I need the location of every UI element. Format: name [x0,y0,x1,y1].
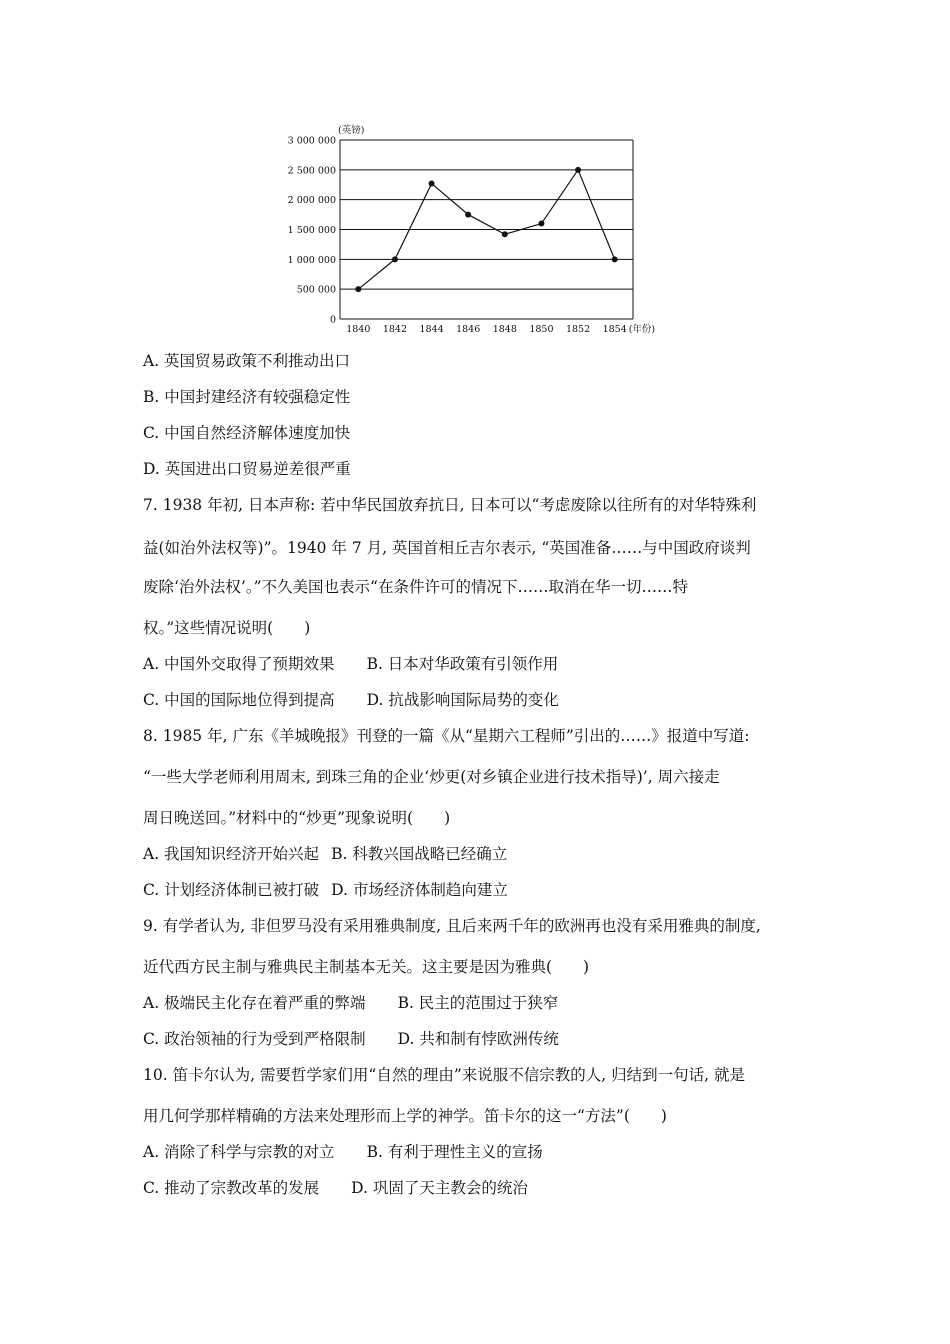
x-unit-label: (年份) [628,324,656,335]
q6-option-a: A. 英国贸易政策不利推动出口 [143,352,351,370]
q10-stem-line-1: 10. 笛卡尔认为, 需要哲学家们用“自然的理由”来说服不信宗教的人, 归结到一句话, 就是 [143,1066,745,1084]
q9-option-d: D. 共和制有悖欧洲传统 [397,1030,559,1048]
y-tick-label-4: 2 000 000 [287,195,336,207]
q8-option-d: D. 市场经济体制趋向建立 [331,881,508,899]
x-tick-label-4: 1848 [492,324,517,335]
q10-option-c: C. 推动了宗教改革的发展 [143,1179,320,1197]
data-point-1846 [465,212,471,218]
trade-line-chart [287,118,690,343]
y-tick-label-1: 500 000 [296,284,336,296]
x-tick-label-1: 1842 [382,324,408,335]
data-point-1840 [355,286,361,292]
q8-stem-line-2: “一些大学老师利用周末, 到珠三角的企业‘炒更(对乡镇企业进行技术指导)’, 周六接走 [143,768,720,786]
data-point-1844 [429,181,435,187]
q8-options-row-2 [143,880,508,900]
data-point-1848 [502,231,508,237]
q6-option-d: D. 英国进出口贸易逆差很严重 [143,460,351,478]
q9-options-row-1 [143,993,558,1013]
q7-option-b: B. 日本对华政策有引领作用 [366,655,559,673]
q10-option-b: B. 有利于理性主义的宣扬 [366,1143,543,1161]
y-unit-label: (英镑) [338,125,365,136]
q10-stem-line-2: 用几何学那样精确的方法来处理形而上学的神学。笛卡尔的这一“方法”( ) [143,1107,667,1125]
q7-stem-line-2: 益(如治外法权等)”。1940 年 7 月, 英国首相丘吉尔表示, “英国准备……与中国政府谈判 [143,539,751,557]
q8-options-row-1 [143,844,507,864]
q10-option-a: A. 消除了科学与宗教的对立 [143,1143,335,1161]
q10-options-row-2 [143,1178,528,1198]
y-tick-label-0: 0 [329,314,336,326]
y-tick-label-3: 1 500 000 [287,225,336,236]
y-tick-label-5: 2 500 000 [287,165,336,177]
q7-stem-line-4: 权。”这些情况说明( ) [143,619,311,637]
q10-options-row-1 [143,1142,543,1162]
q6-option-b: B. 中国封建经济有较强稳定性 [143,388,351,406]
q8-stem-line-1: 8. 1985 年, 广东《羊城晚报》刊登的一篇《从“星期六工程师”引出的……》报道中写道: [143,727,750,745]
data-point-1852 [575,167,581,173]
q8-option-c: C. 计划经济体制已被打破 [143,881,320,899]
q7-option-d: D. 抗战影响国际局势的变化 [366,691,559,709]
q9-options-row-2 [143,1029,559,1049]
x-tick-label-6: 1852 [565,324,591,335]
q7-stem-line-1: 7. 1938 年初, 日本声称: 若中华民国放弃抗日, 日本可以“考虑废除以往所有的对华特殊利 [143,496,757,514]
q7-stem-line-3: 废除‘治外法权’。”不久美国也表示“在条件许可的情况下……取消在华一切……特 [143,578,688,596]
y-tick-label-6: 3 000 000 [287,135,336,147]
y-tick-label-2: 1 000 000 [287,254,336,266]
q9-option-c: C. 政治领袖的行为受到严格限制 [143,1030,366,1048]
q8-option-b: B. 科教兴国战略已经确立 [331,845,508,863]
q9-option-b: B. 民主的范围过于狭窄 [397,994,559,1012]
data-point-1850 [538,221,544,227]
q8-stem-line-3: 周日晚送回。”材料中的“炒更”现象说明( ) [143,809,451,827]
q6-option-c: C. 中国自然经济解体速度加快 [143,424,351,442]
q7-options-row-1 [143,654,558,674]
q9-stem-line-1: 9. 有学者认为, 非但罗马没有采用雅典制度, 且后来两千年的欧洲再也没有采用雅典的制度, [143,917,761,935]
x-tick-label-0: 1840 [346,324,371,335]
q9-stem-line-2: 近代西方民主制与雅典民主制基本无关。这主要是因为雅典( ) [143,958,590,976]
q7-options-row-2 [143,690,559,710]
q10-option-d: D. 巩固了天主教会的统治 [351,1179,528,1197]
q9-option-a: A. 极端民主化存在着严重的弊端 [143,994,366,1012]
x-tick-label-3: 1846 [456,324,481,335]
q8-option-a: A. 我国知识经济开始兴起 [143,845,320,863]
x-tick-label-5: 1850 [529,324,554,335]
q7-option-a: A. 中国外交取得了预期效果 [143,655,335,673]
x-tick-label-2: 1844 [419,324,444,335]
q7-option-c: C. 中国的国际地位得到提高 [143,691,335,709]
data-point-1854 [612,256,618,262]
chart-svg [287,118,690,343]
data-point-1842 [392,256,398,262]
x-tick-label-7: 1854 [602,324,627,335]
